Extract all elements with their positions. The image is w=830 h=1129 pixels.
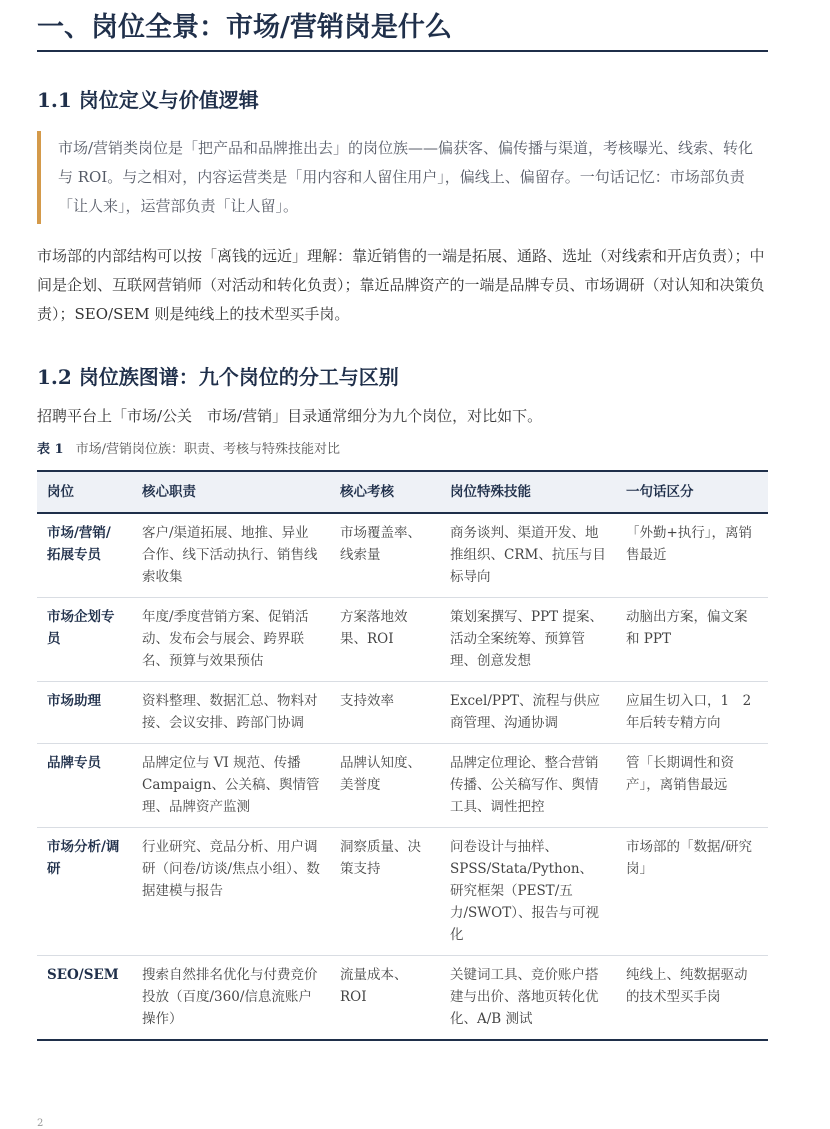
role-name-cell: 市场分析/调研 xyxy=(37,828,132,956)
kpi-cell: 方案落地效果、ROI xyxy=(330,598,440,682)
duty-cell: 品牌定位与 VI 规范、传播 Campaign、公关稿、舆情管理、品牌资产监测 xyxy=(132,744,330,828)
duty-cell: 客户/渠道拓展、地推、异业合作、线下活动执行、销售线索收集 xyxy=(132,513,330,598)
skill-cell: 商务谈判、渠道开发、地推组织、CRM、抗压与目标导向 xyxy=(440,513,616,598)
structure-paragraph: 市场部的内部结构可以按「离钱的远近」理解：靠近销售的一端是拓展、通路、选址（对线索和开店负责）；中间是企划、互联网营销师（对活动和转化负责）；靠近品牌资产的一端是品牌专员、市场调研（对认知和决策负责）；SEO/SEM 则是纯线上的技术型买手岗。 xyxy=(37,247,765,323)
skill-cell: 关键词工具、竞价账户搭建与出价、落地页转化优化、A/B 测试 xyxy=(440,956,616,1041)
table-header-cell: 核心考核 xyxy=(330,471,440,513)
table-header-row xyxy=(37,471,768,513)
section-heading-1-1: 1.1 岗位定义与价值逻辑 xyxy=(37,88,259,112)
table-intro: 招聘平台上「市场/公关 市场/营销」目录通常细分为九个岗位，对比如下。 xyxy=(37,407,543,425)
table-row xyxy=(37,513,768,598)
table-row xyxy=(37,828,768,956)
role-name-cell: SEO/SEM xyxy=(37,956,132,1041)
summary-cell: 管「长期调性和资产」，离销售最远 xyxy=(616,744,768,828)
role-name-cell: 品牌专员 xyxy=(37,744,132,828)
duty-cell: 搜索自然排名优化与付费竞价投放（百度/360/信息流账户操作） xyxy=(132,956,330,1041)
summary-cell: 纯线上、纯数据驱动的技术型买手岗 xyxy=(616,956,768,1041)
document-page xyxy=(37,0,768,1041)
table-header-cell: 核心职责 xyxy=(132,471,330,513)
kpi-cell: 支持效率 xyxy=(330,682,440,744)
page-number: 2 xyxy=(37,1118,44,1129)
kpi-cell: 流量成本、ROI xyxy=(330,956,440,1041)
table-row xyxy=(37,682,768,744)
table-row xyxy=(37,956,768,1041)
role-name-cell: 市场助理 xyxy=(37,682,132,744)
table-header-cell: 一句话区分 xyxy=(616,471,768,513)
kpi-cell: 品牌认知度、美誉度 xyxy=(330,744,440,828)
duty-cell: 行业研究、竞品分析、用户调研（问卷/访谈/焦点小组）、数据建模与报告 xyxy=(132,828,330,956)
table-caption xyxy=(37,440,768,460)
table-header-cell: 岗位特殊技能 xyxy=(440,471,616,513)
table-row xyxy=(37,598,768,682)
table-header-cell: 岗位 xyxy=(37,471,132,513)
definition-callout: 市场/营销类岗位是「把产品和品牌推出去」的岗位族——偏获客、偏传播与渠道，考核曝光、线索、转化与 ROI。与之相对，内容运营类是「用内容和人留住用户」，偏线上、偏留存。一句话记忆：市场部负责「让人来」，运营部负责「让人留」。 xyxy=(37,131,768,224)
kpi-cell: 洞察质量、决策支持 xyxy=(330,828,440,956)
kpi-cell: 市场覆盖率、线索量 xyxy=(330,513,440,598)
section-heading-1-2: 1.2 岗位族图谱：九个岗位的分工与区别 xyxy=(37,365,399,389)
table-caption-text: 市场/营销岗位族：职责、考核与特殊技能对比 xyxy=(75,442,340,457)
skill-cell: 问卷设计与抽样、SPSS/Stata/Python、研究框架（PEST/五力/SWOT）、报告与可视化 xyxy=(440,828,616,956)
summary-cell: 「外勤+执行」，离销售最近 xyxy=(616,513,768,598)
skill-cell: 品牌定位理论、整合营销传播、公关稿写作、舆情工具、调性把控 xyxy=(440,744,616,828)
skill-cell: Excel/PPT、流程与供应商管理、沟通协调 xyxy=(440,682,616,744)
summary-cell: 动脑出方案，偏文案和 PPT xyxy=(616,598,768,682)
role-name-cell: 市场企划专员 xyxy=(37,598,132,682)
summary-cell: 应届生切入口，1 2 年后转专精方向 xyxy=(616,682,768,744)
table-caption-label: 表 1 xyxy=(37,442,64,457)
chapter-heading: 一、岗位全景：市场/营销岗是什么 xyxy=(37,0,768,52)
duty-cell: 年度/季度营销方案、促销活动、发布会与展会、跨界联名、预算与效果预估 xyxy=(132,598,330,682)
summary-cell: 市场部的「数据/研究岗」 xyxy=(616,828,768,956)
role-name-cell: 市场/营销/拓展专员 xyxy=(37,513,132,598)
role-comparison-table xyxy=(37,470,768,1041)
skill-cell: 策划案撰写、PPT 提案、活动全案统筹、预算管理、创意发想 xyxy=(440,598,616,682)
table-row xyxy=(37,744,768,828)
duty-cell: 资料整理、数据汇总、物料对接、会议安排、跨部门协调 xyxy=(132,682,330,744)
